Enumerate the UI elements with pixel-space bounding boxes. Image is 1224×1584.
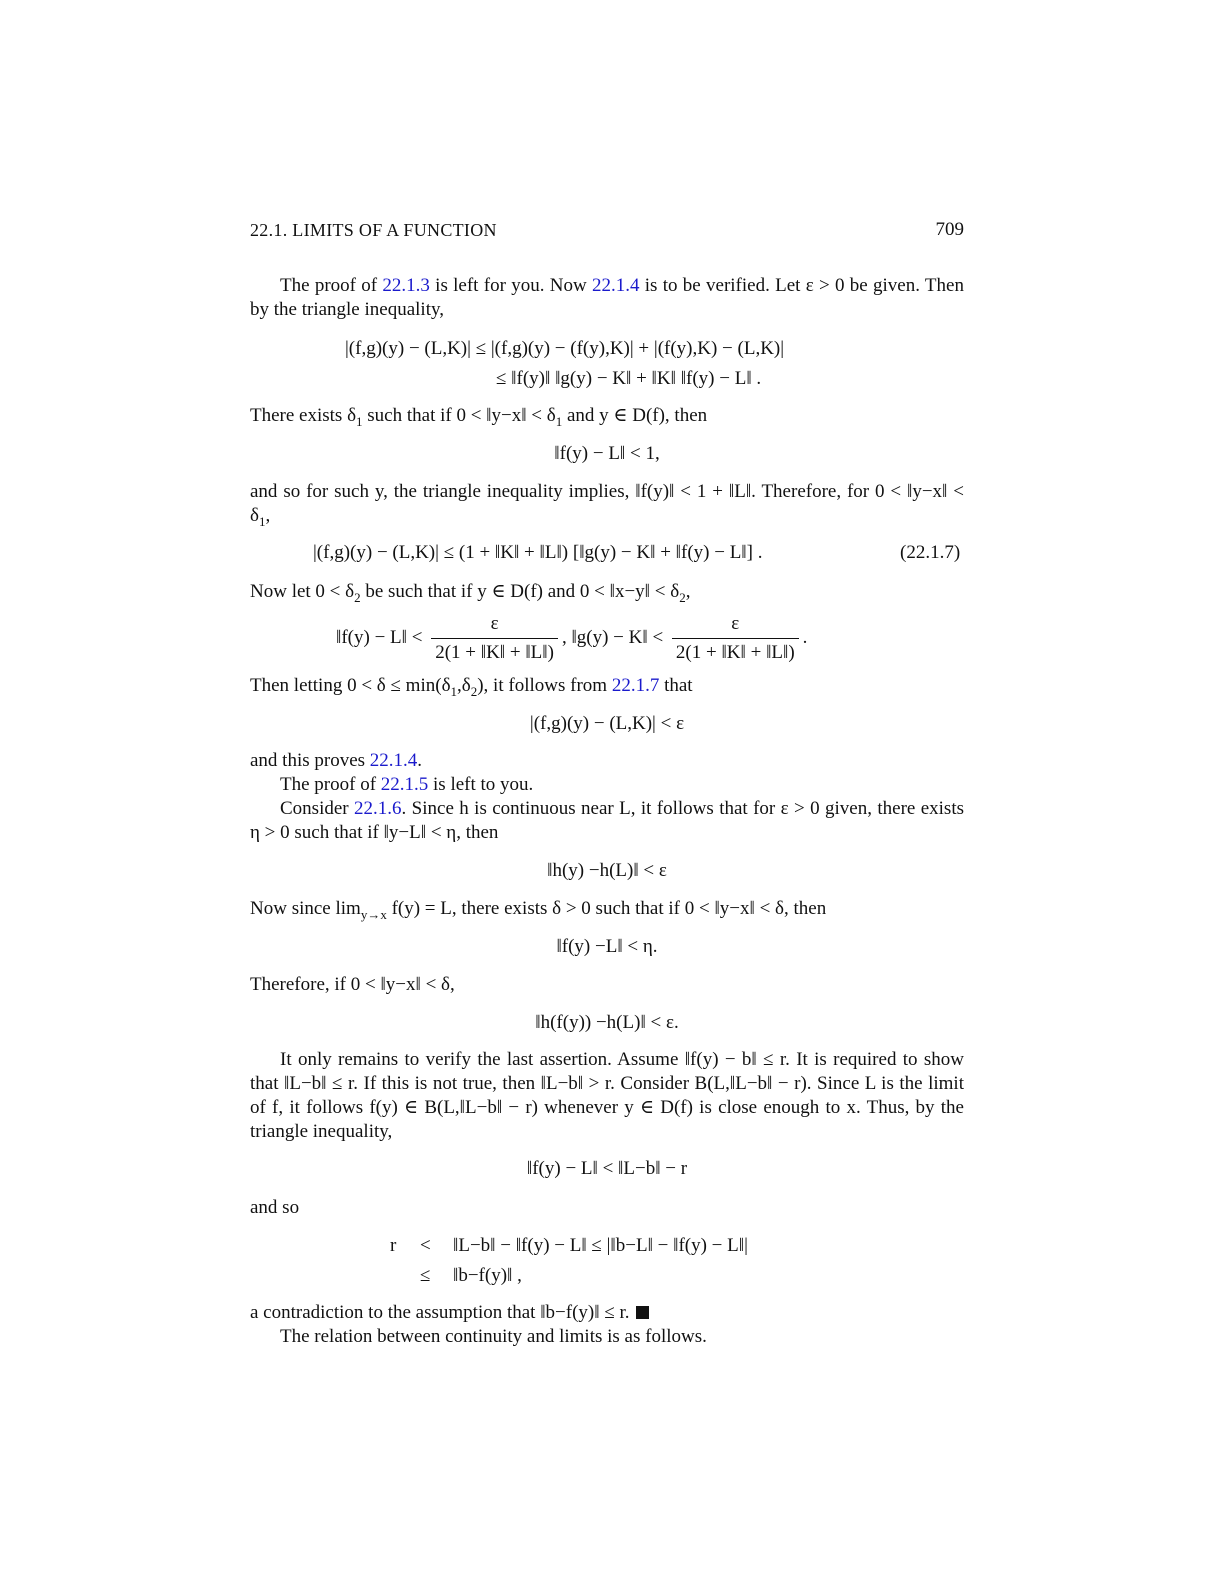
text: is to be verified. Let ε > 0 be given. Then by the triangle inequality, [250,275,964,320]
equation-7: ‖f(y) −L‖ < η. [556,936,658,957]
equation-4 [336,612,807,665]
numerator: ε [431,612,558,639]
text: . [417,750,423,771]
fraction [672,612,799,665]
text: . Since h is continuous near L, it follows that for ε > 0 given, there exists η > 0 such that if ‖y−L‖ < η, then [250,798,965,843]
ref-22-1-6[interactable]: 22.1.6 [354,798,402,819]
text: is left for you. Now [429,275,592,296]
text: , [265,505,271,526]
equation-8: ‖h(f(y)) −h(L)‖ < ε. [535,1012,679,1033]
subscript: 2 [470,683,478,699]
running-title: 22.1. LIMITS OF A FUNCTION [250,220,497,240]
equation-9: ‖f(y) − L‖ < ‖L−b‖ − r [526,1158,688,1179]
equation-10-line-2: ‖b−f(y)‖ , [453,1265,522,1286]
subscript: 1 [258,513,266,529]
text: ‖f(y) − L‖ < [336,626,423,648]
paragraph-6 [250,749,964,773]
paragraph-13 [250,1301,964,1325]
ref-22-1-4[interactable]: 22.1.4 [369,750,418,771]
fraction [431,612,558,665]
page-header [250,218,964,244]
paragraph-4 [250,580,964,604]
text: is left to you. [428,774,534,795]
paragraph-11: It only remains to verify the last assertion. Assume ‖f(y) − b‖ ≤ r. It is required to show that ‖L−b‖ ≤ r. If this is not true, then ‖L−b‖ > r. Consider B(L,‖L−b‖ − r). Since L is the limit of f, it follows f(y) ∈ B(L,‖L−b‖ − r) whenever y ∈ D(f) is close enough to x. Thus, by the triangle inequality, [250,1049,964,1142]
text: , ‖g(y) − K‖ < [561,626,664,648]
subscript: y→x [360,906,387,922]
text: Consider [280,798,355,819]
subscript: 2 [354,589,361,605]
subscript: 1 [356,413,363,429]
paragraph-9 [250,897,964,921]
text: and y ∈ D(f), then [562,405,708,426]
subscript: 2 [679,589,686,605]
equation-number: (22.1.7) [900,542,961,563]
equation-6: ‖h(y) −h(L)‖ < ε [547,860,667,881]
paragraph-1 [250,274,964,322]
text: f(y) = L, there exists δ > 0 such that if 0 < ‖y−x‖ < δ, then [386,898,827,919]
numerator: ε [672,612,799,639]
ref-22-1-3[interactable]: 22.1.3 [382,275,430,296]
text: The proof of [280,275,383,296]
subscript: 1 [555,413,563,429]
equation-3: |(f,g)(y) − (L,K)| ≤ (1 + ‖K‖ + ‖L‖) [‖g(y) − K‖ + ‖f(y) − L‖] . [313,542,763,563]
paragraph-12: and so [250,1197,300,1218]
text: Now let 0 < δ [250,581,355,602]
equation-2: ‖f(y) − L‖ < 1, [554,443,660,464]
equation-10-relation-1: < [420,1235,431,1256]
ref-22-1-4[interactable]: 22.1.4 [591,275,640,296]
text: be such that if y ∈ D(f) and 0 < ‖x−y‖ < δ [360,581,680,602]
equation-10-lhs: r [390,1235,397,1256]
subscript: 1 [450,683,458,699]
paragraph-5 [250,674,964,698]
page-number: 709 [935,219,964,240]
denominator: 2(1 + ‖K‖ + ‖L‖) [675,642,795,663]
text: Now since lim [250,898,361,919]
ref-22-1-5[interactable]: 22.1.5 [380,774,429,795]
paragraph-2 [250,404,964,428]
text: There exists δ [250,405,357,426]
qed-square-icon [636,1306,649,1319]
equation-1-line-2: ≤ ‖f(y)‖ ‖g(y) − K‖ + ‖K‖ ‖f(y) − L‖ . [496,368,762,389]
denominator: 2(1 + ‖K‖ + ‖L‖) [435,642,554,663]
paragraph-8 [250,797,964,845]
text: ,δ [457,675,471,696]
equation-10-line-1: ‖L−b‖ − ‖f(y) − L‖ ≤ |‖b−L‖ − ‖f(y) − L‖| [453,1235,748,1256]
text: ), it follows from [477,675,612,696]
text: . [802,626,808,648]
equation-5: |(f,g)(y) − (L,K)| < ε [529,713,685,734]
text: a contradiction to the assumption that ‖b−f(y)‖ ≤ r. [250,1302,630,1323]
equation-1-line-1: |(f,g)(y) − (L,K)| ≤ |(f,g)(y) − (f(y),K)| + |(f(y),K) − (L,K)| [345,338,785,359]
text: such that if 0 < ‖y−x‖ < δ [362,405,556,426]
text: , [685,581,691,602]
ref-22-1-7[interactable]: 22.1.7 [611,675,660,696]
text: The proof of [280,774,381,795]
paragraph-14: The relation between continuity and limits is as follows. [280,1326,707,1347]
text: and so for such y, the triangle inequality implies, ‖f(y)‖ < 1 + ‖L‖. Therefore, for 0 < ‖y−x‖ < δ [250,481,964,526]
paragraph-3 [250,480,964,528]
paragraph-10: Therefore, if 0 < ‖y−x‖ < δ, [250,974,455,995]
text: and this proves [250,750,370,771]
equation-10-relation-2: ≤ [420,1265,431,1286]
paragraph-7 [250,773,964,797]
text: that [659,675,693,696]
text: Then letting 0 < δ ≤ min(δ [250,675,451,696]
